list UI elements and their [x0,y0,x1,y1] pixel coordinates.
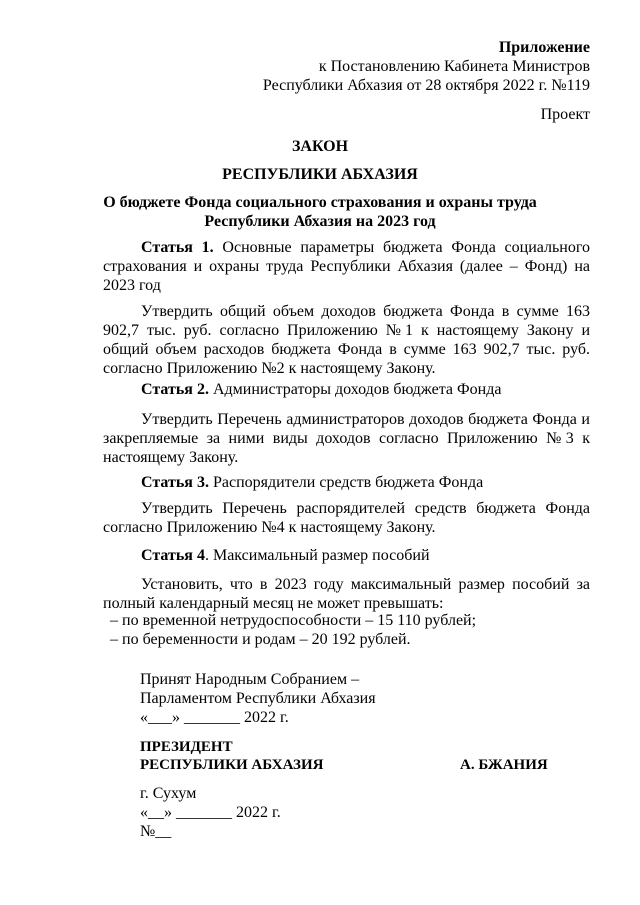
law-title: ЗАКОН [291,138,349,155]
republic-title: РЕСПУБЛИКИ АБХАЗИЯ [222,166,418,183]
article-3-heading: Статья 3. [141,474,209,491]
signing-date: «__» _______ 2022 г. [140,804,281,821]
article-3-title: Распорядители средств бюджета Фонда [212,474,484,491]
signature-title-line1: ПРЕЗИДЕНТ [140,739,233,755]
article-3-body: Утвердить Перечень распорядителей средств бюджета Фонда согласно Приложению №4 к настоящему Закону. [103,500,590,536]
draft-label: Проект [540,106,590,123]
article-3-heading-paragraph [103,473,590,492]
article-1-title: Основные параметры бюджета Фонда социального страхования и охраны труда Республики Абхазия (далее – Фонд) на 2023 год [103,239,591,294]
article-1-body: Утвердить общий объем доходов бюджета Фонда в сумме 163 902,7 тыс. руб. согласно Приложению №1 к настоящему Закону и общий объем расходов бюджета Фонда в сумме 163 902,7 тыс. руб. согласно Приложению №2 к настоящему Закону. [103,303,590,377]
article-4-title: . Максимальный размер пособий [204,547,430,564]
law-subject-line2: Республики Абхазия на 2023 год [204,213,436,230]
appendix-label: Приложение [498,39,590,56]
adoption-line1: Принят Народным Собранием – [140,671,360,688]
article-4-heading-paragraph [103,546,590,565]
signature-name: А. БЖАНИЯ [460,757,548,773]
article-2-heading-paragraph [103,380,590,399]
signature-title-line2: РЕСПУБЛИКИ АБХАЗИЯ [140,757,324,773]
article-2-body: Утвердить Перечень администраторов доходов бюджета Фонда и закрепляемые за ними виды доходов согласно Приложению №3 к настоящему Закону. [103,411,590,466]
document-number: №__ [140,823,172,840]
adoption-date: «___» _______ 2022 г. [140,709,289,726]
article-4-body: Установить, что в 2023 году максимальный размер пособий за полный календарный месяц не может превышать: [103,576,590,612]
city: г. Сухум [140,785,197,802]
adoption-line2: Парламентом Республики Абхазия [140,690,376,707]
article-4-item-2: – по беременности и родам – 20 192 рублей. [110,631,411,648]
article-1-heading-paragraph [103,238,590,295]
article-2-heading: Статья 2. [141,381,209,398]
article-4-heading: Статья 4 [141,547,205,564]
appendix-ref-line1: к Постановлению Кабинета Министров [318,58,590,75]
law-subject-line1: О бюджете Фонда социального страхования и охраны труда [103,194,537,211]
appendix-ref-line2: Республики Абхазия от 28 октября 2022 г. №119 [262,77,590,94]
article-2-title: Администраторы доходов бюджета Фонда [212,381,502,398]
article-1-heading: Статья 1. [141,239,214,256]
article-4-item-1: – по временной нетрудоспособности – 15 110 рублей; [110,612,477,629]
